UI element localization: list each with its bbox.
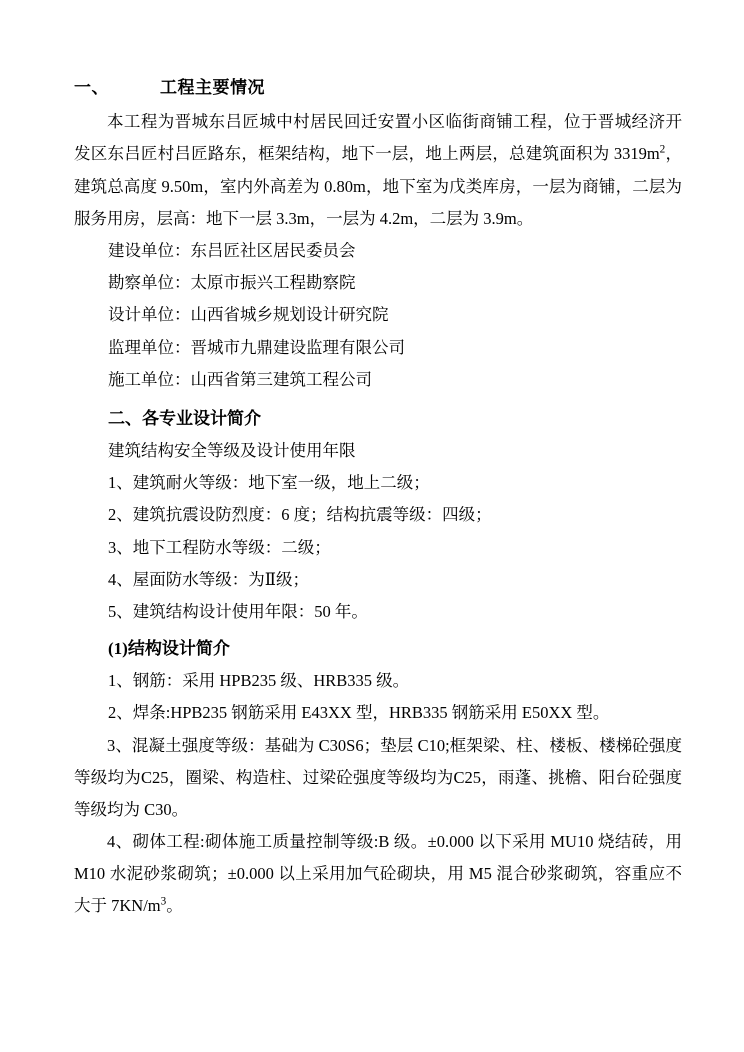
unit-item: 建设单位：东吕匠社区居民委员会 (108, 240, 356, 260)
design-item: 1、建筑耐火等级：地下室一级，地上二级； (108, 473, 430, 493)
unit-item: 监理单位：晋城市九鼎建设监理有限公司 (108, 337, 405, 357)
design-item: 5、建筑结构设计使用年限：50 年。 (108, 601, 368, 621)
section-2-item-list (74, 467, 682, 628)
structure-item: 4、砌体工程:砌体施工质量控制等级:B 级。±0.000 以下采用 MU10 烧结砖，用 M10 水泥砂浆砌筑；±0.000 以上采用加气砼砌块，用 M5 混合砂浆砌筑，容重应不大于 $7KN/m^3$。 (74, 832, 682, 916)
unit-item: 设计单位：山西省城乡规划设计研究院 (108, 305, 389, 325)
subsection-structure-heading: (1)结构设计简介 (108, 639, 230, 659)
structure-item: 1、钢筋：采用 HPB235 级、HRB335 级。 (108, 671, 410, 691)
unit-item: 施工单位：山西省第三建筑工程公司 (108, 369, 372, 389)
section-1-heading (74, 72, 682, 104)
subsection-structure-list (74, 665, 682, 922)
design-item: 2、建筑抗震设防烈度：6 度；结构抗震等级：四级； (108, 505, 492, 525)
section-1-number: 一、 (74, 78, 109, 97)
document-body (74, 72, 682, 923)
structure-item: 2、焊条:HPB235 钢筋采用 E43XX 型，HRB335 钢筋采用 E50XX 型。 (108, 703, 610, 723)
section-1-unit-list (74, 235, 682, 396)
design-item: 3、地下工程防水等级：二级； (108, 537, 331, 557)
section-1-intro-paragraph: 本工程为晋城东吕匠城中村居民回迁安置小区临街商铺工程，位于晋城经济开发区东吕匠村吕匠路东，框架结构，地下一层，地上两层，总建筑面积为 $3319m^2$，建筑总高度 9.50m，室内外高差为 0.80m，地下室为戊类库房，一层为商铺，二层为服务用房，层高：地下一层 3.3m，一层为 4.2m，二层为 3.9m。 (74, 112, 682, 228)
unit-item: 勘察单位：太原市振兴工程勘察院 (108, 273, 356, 293)
structure-item: 3、混凝土强度等级：基础为 C30S6；垫层 C10;框架梁、柱、楼板、楼梯砼强度等级均为C25，圈梁、构造柱、过梁砼强度等级均为C25，雨蓬、挑檐、阳台砼强度等级均为 C30。 (74, 735, 682, 819)
section-2-subtitle: 建筑结构安全等级及设计使用年限 (108, 440, 356, 460)
section-1-title: 工程主要情况 (160, 78, 265, 97)
design-item: 4、屋面防水等级：为Ⅱ级； (108, 569, 309, 589)
section-2-heading: 二、各专业设计简介 (108, 408, 261, 428)
